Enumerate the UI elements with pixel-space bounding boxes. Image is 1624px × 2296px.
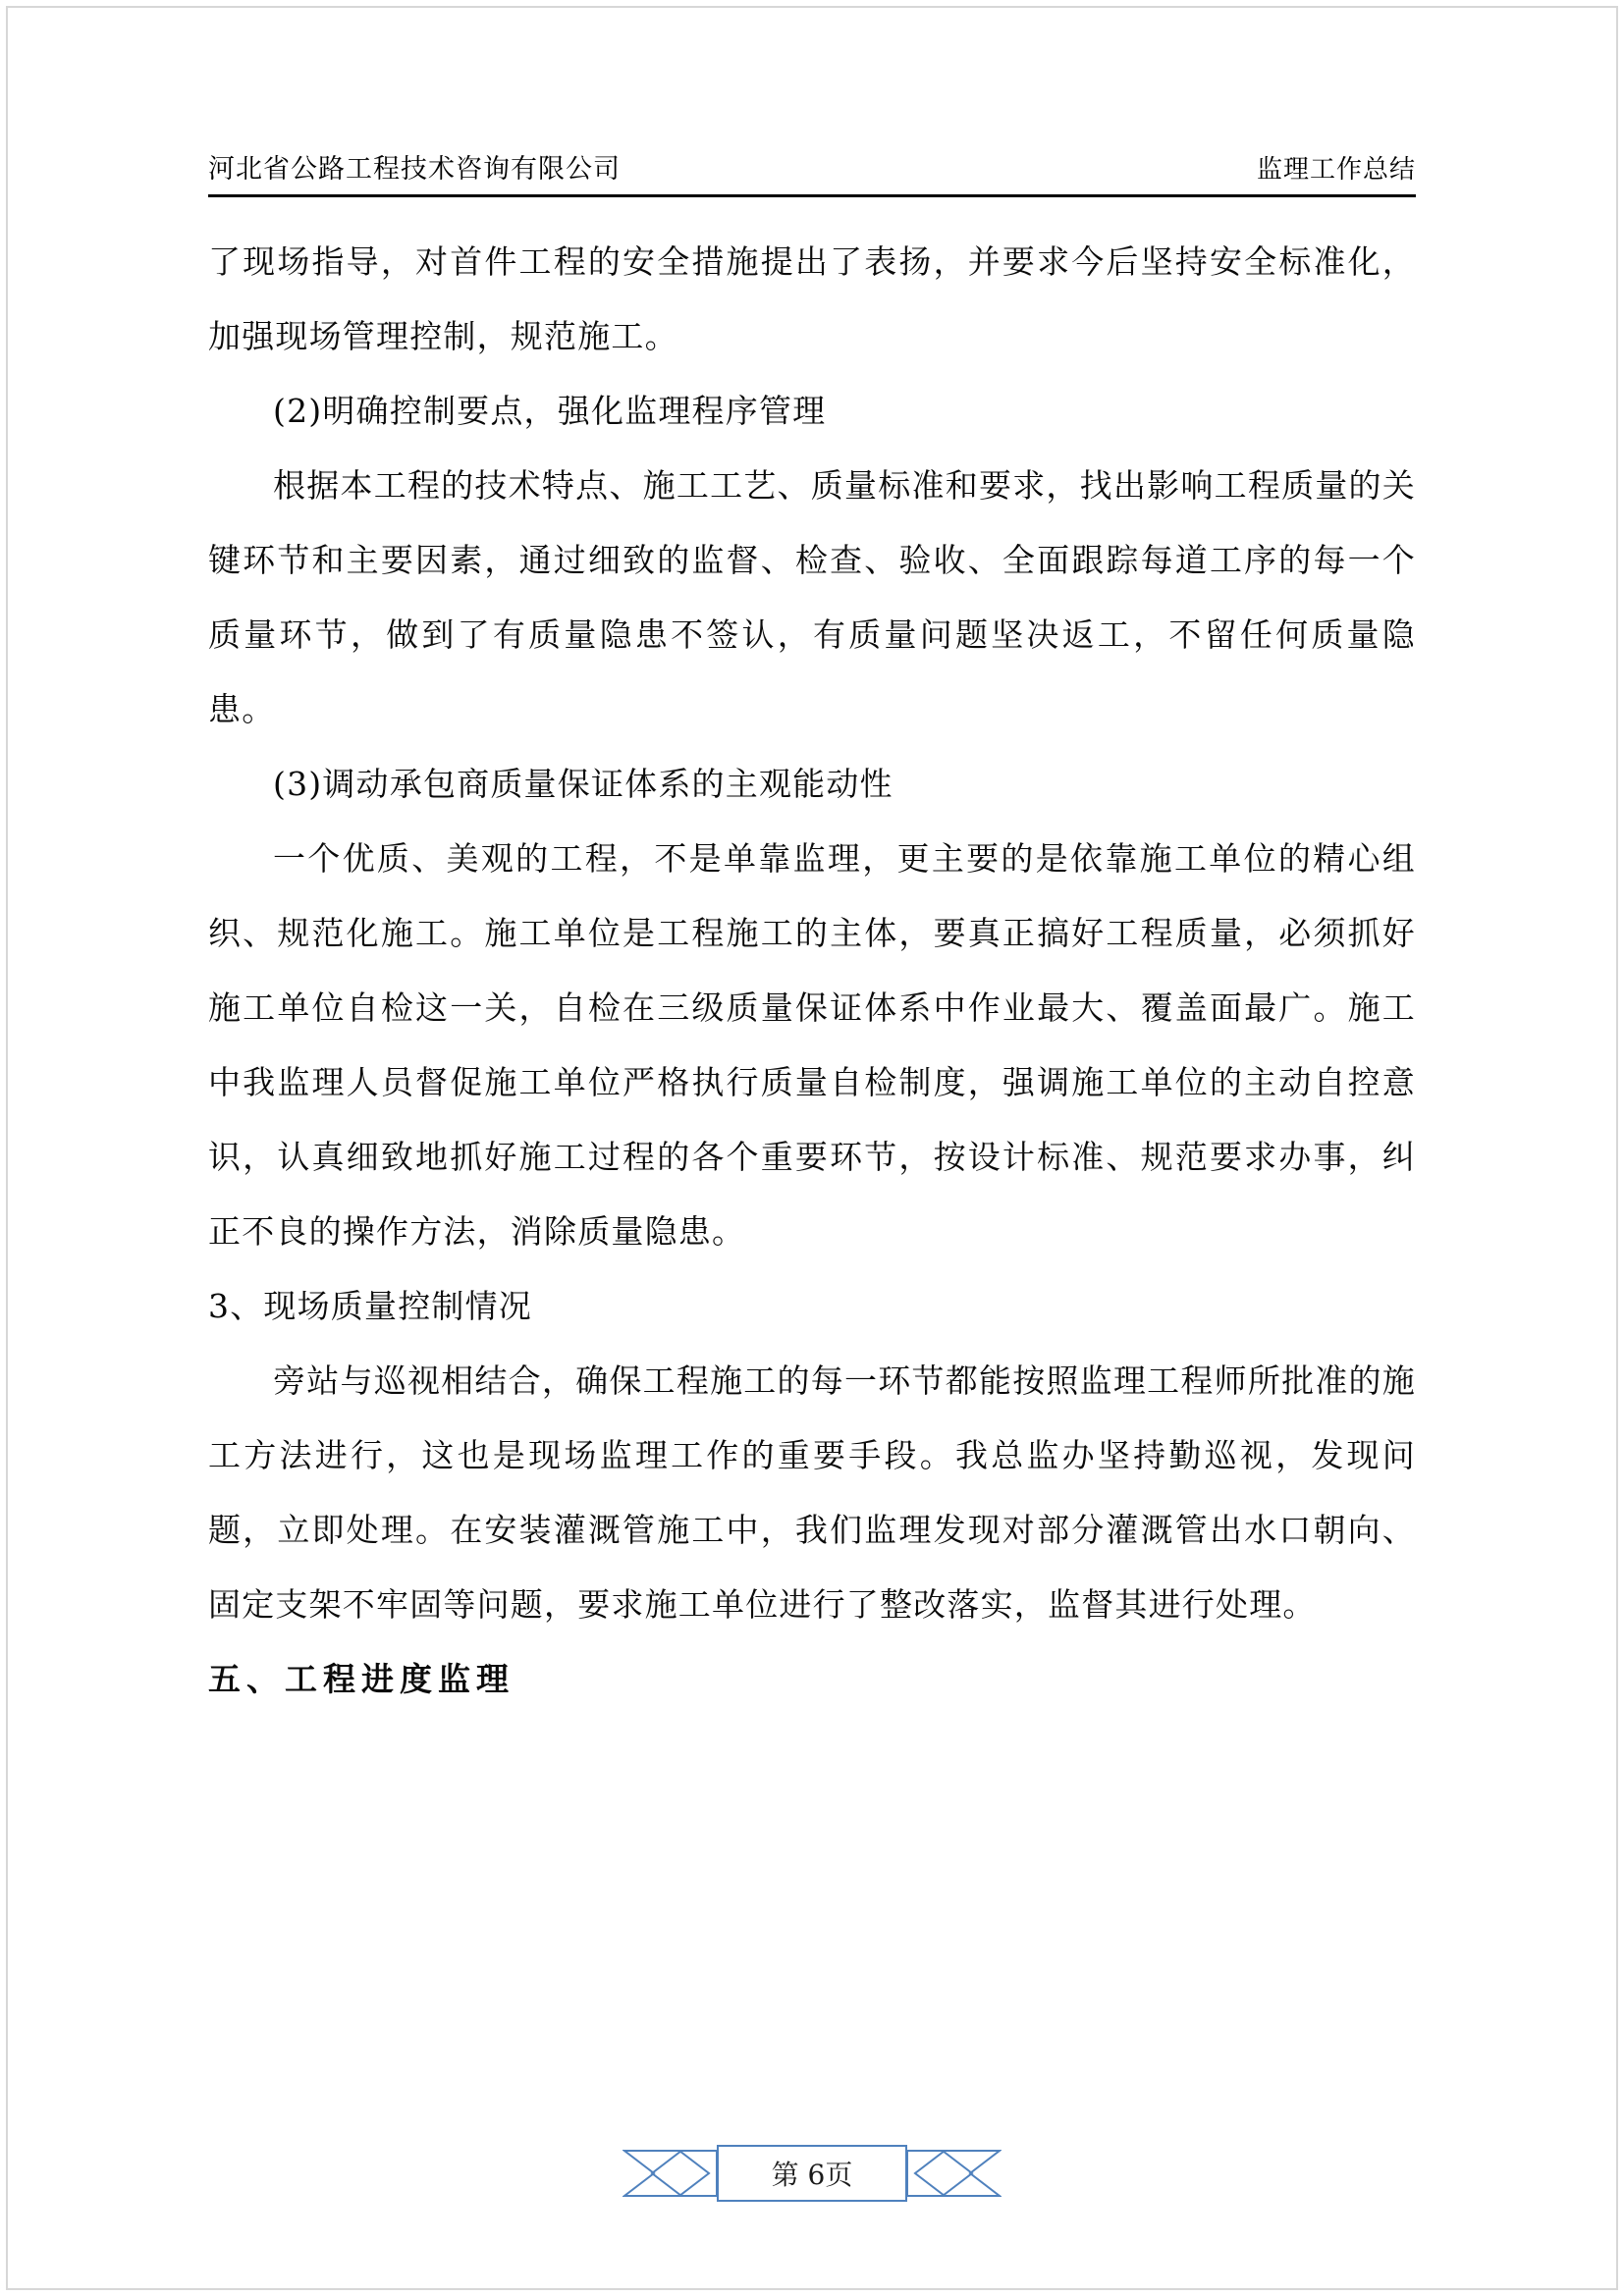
page-footer <box>0 2145 1624 2202</box>
page-number-label: 第 6页 <box>717 2145 907 2202</box>
ribbon-left-wing-icon <box>623 2147 717 2200</box>
paragraph-5: 一个优质、美观的工程，不是单靠监理，更主要的是依靠施工单位的精心组织、规范化施工。施工单位是工程施工的主体，要真正搞好工程质量，必须抓好施工单位自检这一关，自检在三级质量保证体系中作业最大、覆盖面最广。施工中我监理人员督促施工单位严格执行质量自检制度，强调施工单位的主动自控意识，认真细致地抓好施工过程的各个重要环节，按设计标准、规范要求办事，纠正不良的操作方法，消除质量隐患。 <box>208 839 1416 1251</box>
paragraph-3: 根据本工程的技术特点、施工工艺、质量标准和要求，找出影响工程质量的关键环节和主要因素，通过细致的监督、检查、验收、全面跟踪每道工序的每一个质量环节，做到了有质量隐患不签认，有质量问题坚决返工，不留任何质量隐患。 <box>208 466 1416 728</box>
paragraph-2: (2)明确控制要点，强化监理程序管理 <box>273 392 827 430</box>
section-heading: 五、工程进度监理 <box>208 1660 514 1698</box>
paragraph-6: 3、现场质量控制情况 <box>208 1287 532 1325</box>
header-company-name: 河北省公路工程技术咨询有限公司 <box>208 154 621 185</box>
ribbon-right-wing-icon <box>907 2147 1001 2200</box>
paragraph-7: 旁站与巡视相结合，确保工程施工的每一环节都能按照监理工程师所批准的施工方法进行，这也是现场监理工作的重要手段。我总监办坚持勤巡视，发现问题，立即处理。在安装灌溉管施工中，我们监理发现对部分灌溉管出水口朝向、固定支架不牢固等问题，要求施工单位进行了整改落实，监督其进行处理。 <box>208 1362 1416 1624</box>
paragraph-1: 了现场指导，对首件工程的安全措施提出了表扬，并要求今后坚持安全标准化，加强现场管理控制，规范施工。 <box>208 242 1416 355</box>
page-number-ribbon <box>623 2145 1001 2202</box>
page-header <box>208 147 1416 197</box>
document-body <box>208 225 1416 1717</box>
paragraph-4: (3)调动承包商质量保证体系的主观能动性 <box>273 765 893 803</box>
page-content <box>208 147 1416 1717</box>
header-document-title: 监理工作总结 <box>1256 155 1416 185</box>
